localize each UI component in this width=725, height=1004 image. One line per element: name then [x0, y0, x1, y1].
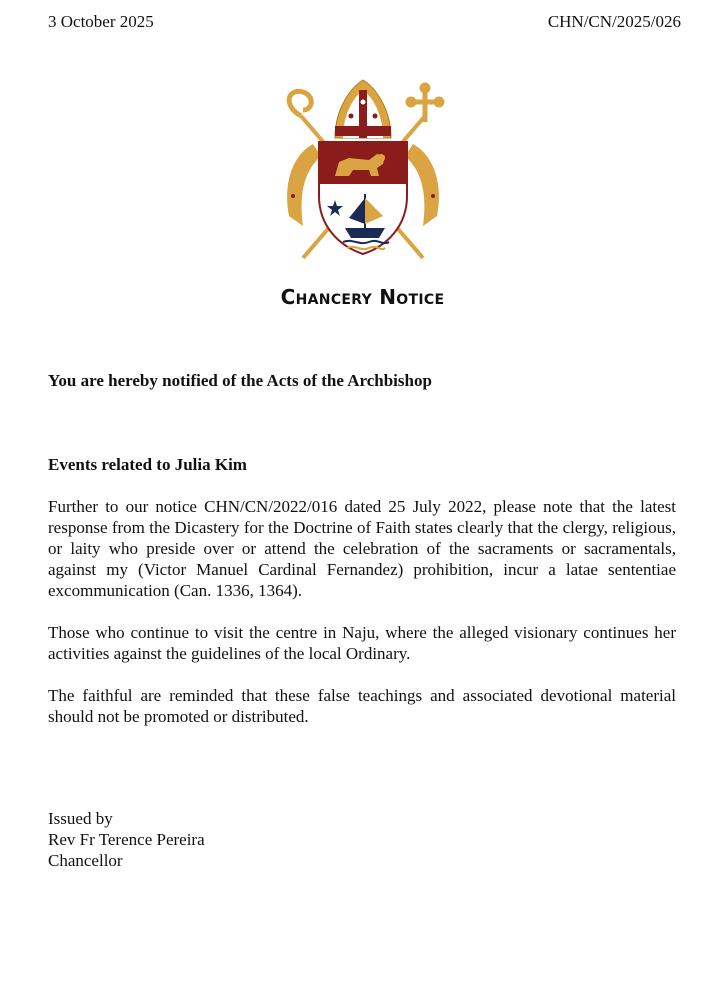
issuer-name: Rev Fr Terence Pereira — [48, 830, 205, 849]
page-title: Chancery Notice — [280, 285, 445, 309]
archdiocesan-coat-of-arms-icon — [273, 76, 453, 266]
notice-body — [48, 496, 676, 748]
document-date: 3 October 2025 — [48, 12, 154, 31]
notice-paragraph: Further to our notice CHN/CN/2022/016 dated 25 July 2022, please note that the latest response from the Dicastery for the Doctrine of Faith states clearly that the clergy, religious, or laity who preside over or attend the celebration of the sacraments or sacramentals, against my (Victor Manuel Cardinal Fernandez) prohibition, incur a latae sententiae excommunication (Can. 1336, 1364). — [48, 497, 676, 600]
issued-by-label: Issued by — [48, 809, 113, 828]
notice-paragraph: Those who continue to visit the centre in Naju, where the alleged visionary continues her activities against the guidelines of the local Ordinary. — [48, 623, 676, 663]
notice-paragraph: The faithful are reminded that these false teachings and associated devotional material should not be promoted or distributed. — [48, 686, 676, 726]
signature-block — [48, 808, 205, 871]
intro-statement: You are hereby notified of the Acts of the Archbishop — [48, 371, 432, 390]
document-reference: CHN/CN/2025/026 — [547, 12, 681, 31]
issuer-role: Chancellor — [48, 851, 123, 870]
section-heading: Events related to Julia Kim — [48, 455, 247, 474]
